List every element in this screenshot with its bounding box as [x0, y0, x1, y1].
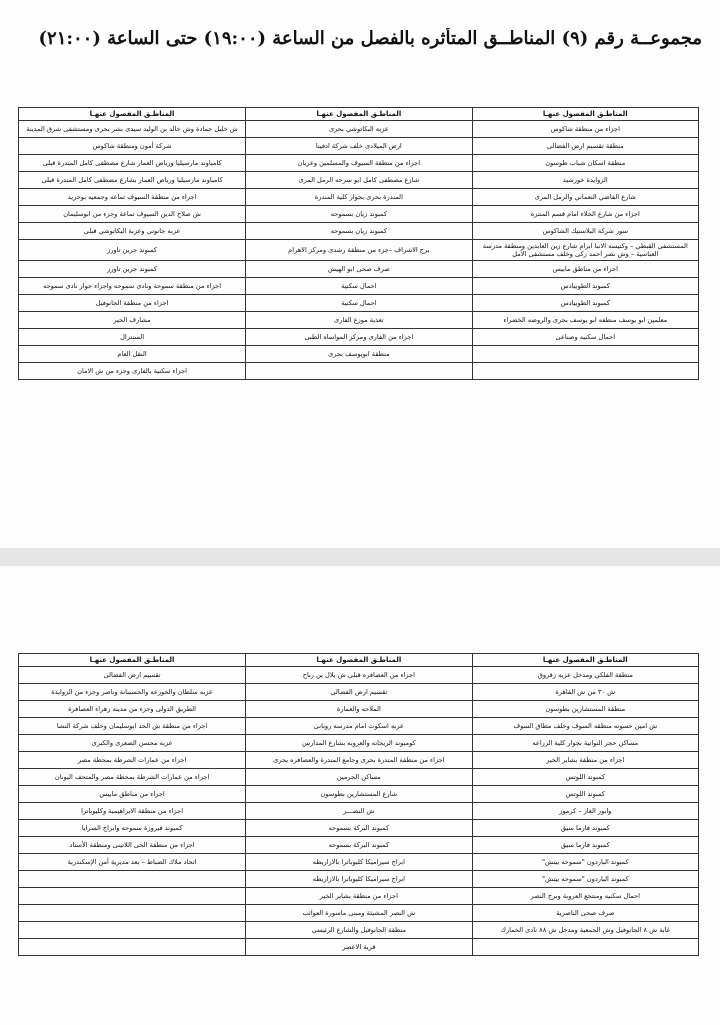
table-cell: صرف صحى الناصرية	[472, 905, 698, 922]
table-row	[19, 667, 699, 684]
table-cell: اجزاء من منطقة الابراهيمية وكليوباترا	[19, 803, 246, 820]
table-cell: السنترال	[19, 329, 246, 346]
table-cell: كمبوند الباردون "سموحه بيتش"	[472, 854, 698, 871]
table-cell: كمبوند الطوبيادس	[472, 278, 698, 295]
table-cell: مساكن الجرمين	[246, 769, 472, 786]
column-header: المناطـق المفصول عنهـا	[246, 108, 472, 121]
table-cell: كمبوند الطوبيادس	[472, 295, 698, 312]
table-cell: اجزاء من منطقة بشاير الخير	[472, 752, 698, 769]
page-separator	[0, 548, 720, 566]
table-row	[19, 803, 699, 820]
table-cell: منطقة ابويوسف بحرى	[246, 346, 472, 363]
table-header-row	[19, 654, 699, 667]
table-cell: ارض الميلادى خلف شركة ادفينا	[246, 138, 472, 155]
table-cell: اجزاء من منطقة بشاير الخير	[246, 888, 472, 905]
table-cell: ش امين حسونه منطقه السوف وخلف مطاق السوف	[472, 718, 698, 735]
table-row	[19, 295, 699, 312]
table-cell: تقسيم ارض الفضالى	[246, 684, 472, 701]
table-cell: المستشفى القبطي – وكنيسه الانبا ابرام شارع زين العابدين ومنطقة مدرسة العباسية – وش نصر احمد زكى وخلف مستشفى الأمل	[472, 240, 698, 261]
table-row	[19, 786, 699, 803]
table-cell: احمال سكنيه وصناعى	[472, 329, 698, 346]
table-row	[19, 888, 699, 905]
table-cell: ش ٣٠ من ش القاهرة	[472, 684, 698, 701]
table-cell: كومبوند الريحانه والعروبه بشارع المدارس	[246, 735, 472, 752]
table-row	[19, 189, 699, 206]
table-cell: اجزاء من منطقة المندرة بحرى وجامع المندرة والعصافره بحرى	[246, 752, 472, 769]
table-cell: كمبوند اللوتس	[472, 769, 698, 786]
table-cell: اجزاء من عمارات الشرطة بمحطة مصر والمتحف اليونان	[19, 769, 246, 786]
table-cell: اتحاد ملاك الضباط – بعد مديرية أمن الإسكندرية	[19, 854, 246, 871]
table-cell	[472, 346, 698, 363]
table-cell: اجزاء من مناطق مابيس	[19, 786, 246, 803]
column-header: المناطـق المفصول عنهـا	[19, 108, 246, 121]
table-row	[19, 206, 699, 223]
table-cell: ابراج سيراميكا كليوباترا بالازاريطه	[246, 871, 472, 888]
table-cell: اجزاء من منطقة شاكوس	[472, 121, 698, 138]
table-cell: تغذية موزع الفارى	[246, 312, 472, 329]
table-cell: كمبوند فارما سيق	[472, 820, 698, 837]
column-header: المناطـق المفصول عنهـا	[472, 108, 698, 121]
table-cell: منطقة الفلكي ومدخل عزبه زقروق	[472, 667, 698, 684]
table-cell: كامباوند مارسيليا ورياض العمار شارع مصطفى كامل المندرة قبلى	[19, 155, 246, 172]
table-cell: اجزاء من العصافره قبلى ش بلال بن رباح	[246, 667, 472, 684]
table-cell: اجزاء من شارع الخلاء امام قسم المنتزة	[472, 206, 698, 223]
table-cell: تقسيم ارض الفضالى	[19, 667, 246, 684]
table-cell: عزبه سلطان والخورعه والحسينانة وناصر وجزء من الزوايدة	[19, 684, 246, 701]
table-cell: برج الاشراف –جزء من منطقة رشدى ومركز الاهرام	[246, 240, 472, 261]
table-cell: احمال سكنية	[246, 278, 472, 295]
table-row	[19, 172, 699, 189]
column-header: المناطـق المفصول عنهـا	[472, 654, 698, 667]
table-cell	[19, 939, 246, 956]
table-cell: عزبه البكاتوشي بحرى	[246, 121, 472, 138]
table-cell: منطقة اسكان شباب طوسون	[472, 155, 698, 172]
table-row	[19, 854, 699, 871]
table-cell: ش النصر المشيئة ومبنى ماسورة العوائب	[246, 905, 472, 922]
table-row	[19, 312, 699, 329]
table-cell: وابور الغاز – كرموز	[472, 803, 698, 820]
page-title: مجموعــة رقم (٩) المناطــق المتأثره بالفصل من الساعة (١٩:٠٠) حتى الساعة (٢١:٠٠)	[38, 28, 702, 49]
table-cell: قرية الاعصر	[246, 939, 472, 956]
table-row	[19, 752, 699, 769]
table-cell: شارع مصطفى كامل ابو سرحه الرمل المرى	[246, 172, 472, 189]
table-cell	[19, 922, 246, 939]
table-cell: ش النصـــر	[246, 803, 472, 820]
table-cell: عزبه محسن الصغرى والكبرى	[19, 735, 246, 752]
table-row	[19, 905, 699, 922]
table-cell: الطريق الدولى وجزء من مدينه زهراء العصافرة	[19, 701, 246, 718]
table-cell: اجزاء سكنية بالفارى وجزء من ش الامان	[19, 363, 246, 380]
table-cell: سور شركة البلاستيك الشاكوس	[472, 223, 698, 240]
column-header: المناطـق المفصول عنهـا	[246, 654, 472, 667]
table-row	[19, 820, 699, 837]
table-row	[19, 837, 699, 854]
table-cell	[246, 363, 472, 380]
table-cell: ش صلاح الدين السيوف تماعة وجزء من ابوسليمان	[19, 206, 246, 223]
table-cell: ش خليل حمادة وش خالد بن الوليد سيدى بشر بحرى ومستشفى شرق المدينة	[19, 121, 246, 138]
table-cell: النقل العام	[19, 346, 246, 363]
table-row	[19, 346, 699, 363]
table-row	[19, 155, 699, 172]
table-row	[19, 922, 699, 939]
table-cell: كمبوند البركة بسموحه	[246, 820, 472, 837]
table-cell: منطقة الجانوفيل والشارع الرئيسى	[246, 922, 472, 939]
table-row	[19, 261, 699, 278]
table-cell: احمال سكنية	[246, 295, 472, 312]
table-cell	[19, 888, 246, 905]
table-row	[19, 701, 699, 718]
table-cell	[19, 871, 246, 888]
table-cell: اجزاء من عمارات الشرطة بمحطة مصر	[19, 752, 246, 769]
table-cell: غابة ش ٨ الجانوفيل وش الجمعية ومدخل ش ٨٨ نادى الخمارك	[472, 922, 698, 939]
table-cell: احمال سكنيه ومنتجع العروبة وبرج النصر	[472, 888, 698, 905]
table-cell: عزبه جانوتى وعزبة البكاتوشي قبلى	[19, 223, 246, 240]
table-row	[19, 121, 699, 138]
table-cell: منطقة تقسيم ارض الفضالى	[472, 138, 698, 155]
table-cell: عزبه اسكوت امام مدرسه روبانى	[246, 718, 472, 735]
table-row	[19, 240, 699, 261]
zones-table-2	[18, 653, 699, 956]
zones-table-1	[18, 107, 699, 380]
table-cell: كمبوند فيروزة سموحه وابراج السرايا	[19, 820, 246, 837]
table-cell: اجزاء من منطقة الحى اللاتينى ومنطقة الأستاد	[19, 837, 246, 854]
table-cell: الزوايدة خورشيد	[472, 172, 698, 189]
table-row	[19, 223, 699, 240]
table-cell: اجزاء من منطقة السيوف والمسلمين وعزبان	[246, 155, 472, 172]
table-cell: كامباوند مارسيليا ورياض العمار بشارع مصطفى كامل المندرة قبلى	[19, 172, 246, 189]
table-row	[19, 684, 699, 701]
table-row	[19, 138, 699, 155]
table-cell: اجزاء من منطقة سموحة ونادى سموحه واجزاء جوار نادى سموحه	[19, 278, 246, 295]
table-row	[19, 363, 699, 380]
table-cell: شركة أمون ومنطقة شاكوس	[19, 138, 246, 155]
table-row	[19, 278, 699, 295]
table-cell: اجزاء من منطقة السيوف تماعه وجمعيه بوحريد	[19, 189, 246, 206]
table-cell: شارع المستشارين بطوسون	[246, 786, 472, 803]
table-cell: اجزاء من منطقة ش الحد ابوسليمان وخلف شركة النشا	[19, 718, 246, 735]
table-cell: كمبوند جرين تاورز	[19, 261, 246, 278]
table-cell	[472, 939, 698, 956]
table-cell: كمبوند اللوتس	[472, 786, 698, 803]
table-cell	[19, 905, 246, 922]
table-cell: اجزاء من مناطق مابيس	[472, 261, 698, 278]
table-cell: مشارف الخير	[19, 312, 246, 329]
table-cell: كمبوند فارما سيق	[472, 837, 698, 854]
table-cell: اجزاء من منطقة الجانوفيل	[19, 295, 246, 312]
table-cell: شارع القاضي النعماني والرمل المرى	[472, 189, 698, 206]
table-cell: ابراج سيراميكا كليوباترا بالازاريطه	[246, 854, 472, 871]
table-row	[19, 769, 699, 786]
column-header: المناطـق المفصول عنهـا	[19, 654, 246, 667]
table-cell: منطقة المستشارين بطوسون	[472, 701, 698, 718]
table-cell: كمبوند الباردون "سموحه بيتش"	[472, 871, 698, 888]
table-cell: معلمين ابو يوسف منطقه ابو يوسف بحرى والروضه الخضراء	[472, 312, 698, 329]
table-row	[19, 939, 699, 956]
table-cell: صرف صحى ابو الهيش	[246, 261, 472, 278]
table-cell: مساكن حجر النواتية بجوار كلية الزراعه	[472, 735, 698, 752]
table-cell: كمبوند زيان بسموحه	[246, 223, 472, 240]
table-header-row	[19, 108, 699, 121]
table-cell: الملاحه والعمارة	[246, 701, 472, 718]
table-row	[19, 329, 699, 346]
table-row	[19, 735, 699, 752]
table-cell: كمبوند البركة بسموحه	[246, 837, 472, 854]
table-cell: كمبوند زيان بسموحه	[246, 206, 472, 223]
table-cell: اجزاء من الفارى ومركز المواساه الطبى	[246, 329, 472, 346]
table-row	[19, 871, 699, 888]
table-cell: كمبوند جرين تاورز	[19, 240, 246, 261]
table-cell: المندرة بحرى بجوار كلية المندرة	[246, 189, 472, 206]
table-row	[19, 718, 699, 735]
table-cell	[472, 363, 698, 380]
